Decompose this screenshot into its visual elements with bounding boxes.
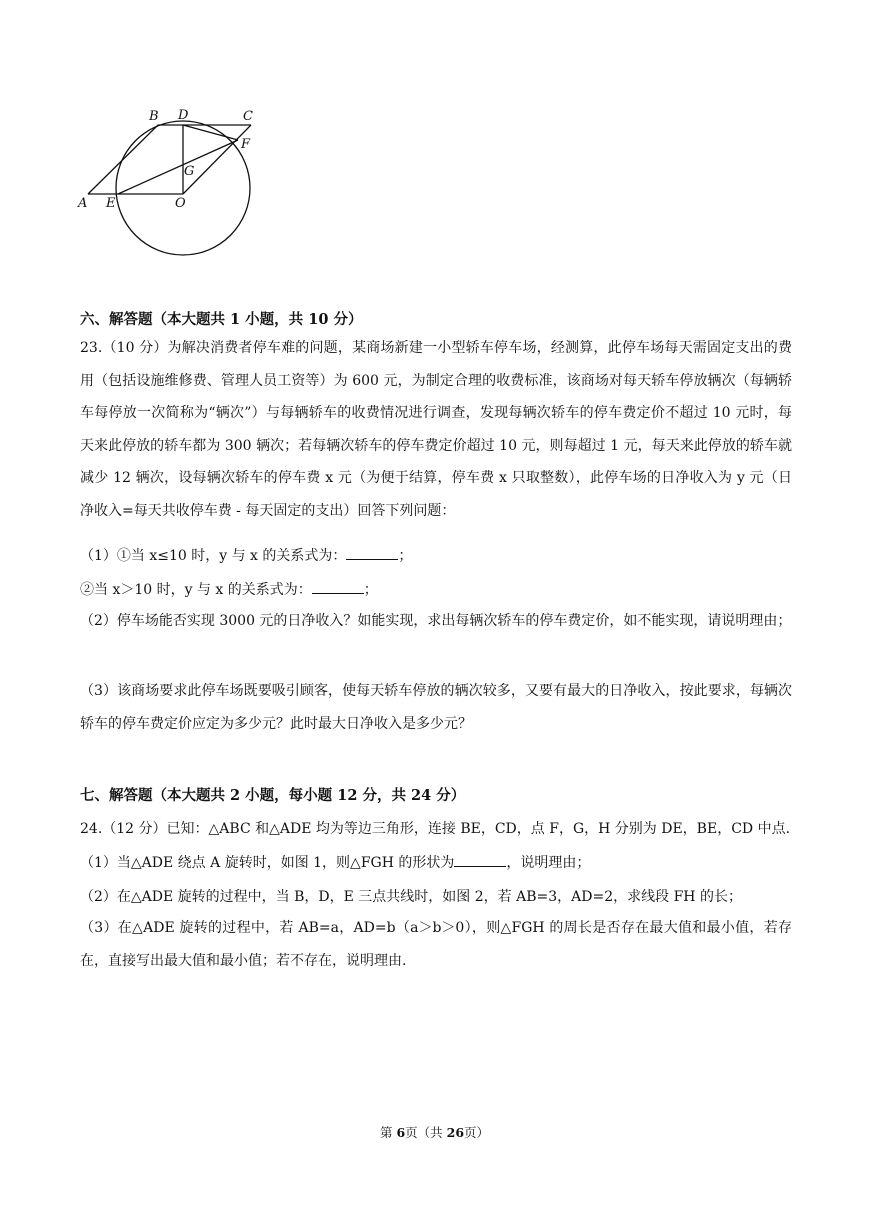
- footer-middle: 页（共: [405, 1125, 447, 1140]
- question-23-part1b: [80, 579, 792, 599]
- answer-blank-23-1a[interactable]: [346, 545, 398, 560]
- label-o: O: [175, 196, 186, 211]
- footer-prefix: 第: [379, 1125, 397, 1140]
- question-24-part1: [80, 852, 792, 872]
- label-a: A: [78, 196, 88, 211]
- answer-blank-24-1[interactable]: [454, 852, 506, 867]
- question-23-part1b-text: ②当 x＞10 时，y 与 x 的关系式为：: [80, 582, 312, 598]
- question-23-part1a-text: （1）①当 x≤10 时，y 与 x 的关系式为：: [80, 548, 347, 564]
- footer-total-pages: 26: [446, 1125, 465, 1140]
- question-23-part2: （2）停车场能否实现 3000 元的日净收入？如能实现，求出每辆次轿车的停车费定价，如不能实现，请说明理由；: [80, 613, 792, 629]
- question-24-part2: （2）在△ADE 旋转的过程中，当 B，D，E 三点共线时，如图 2，若 AB=3，AD=2，求线段 FH 的长；: [80, 889, 742, 905]
- label-f: F: [241, 137, 251, 152]
- segment-ab: [88, 125, 158, 194]
- label-g: G: [184, 164, 195, 179]
- label-e: E: [106, 196, 116, 211]
- section-6-title: 六、解答题（本大题共 1 小题，共 10 分）: [80, 311, 363, 328]
- question-24-part1-text: （1）当△ADE 绕点 A 旋转时，如图 1，则△FGH 的形状为: [80, 855, 455, 871]
- question-23-part1b-end: ；: [363, 582, 378, 598]
- question-24-part1-end: ，说明理由；: [506, 855, 591, 871]
- question-24-text: 24.（12 分）已知：△ABC 和△ADE 均为等边三角形，连接 BE，CD，点 F，G，H 分别为 DE，BE，CD 中点.: [80, 821, 791, 837]
- page-footer: [0, 1123, 869, 1141]
- label-c: C: [243, 109, 253, 124]
- question-23-text: 23.（10 分）为解决消费者停车难的问题，某商场新建一小型轿车停车场，经测算，此停车场每天需固定支出的费用（包括设施维修费、管理人员工资等）为 600 元，为制定合理的收费标准，该商场对每天轿车停放辆次（每辆轿车每停放一次简称为“辆次”）与每辆轿车的收费情况进行调查，发现每辆次轿车的停车费定价不超过 10 元时，每天来此停放的轿车都为 300 辆次；若每辆次轿车的停车费定价超过 10 元，则每超过 1 元，每天来此停放的轿车就减少 12 辆次，设每辆次轿车的停车费 x 元（为便于结算，停车费 x 只取整数），此停车场的日净收入为 y 元（日净收入=每天共收停车费 - 每天固定的支出）回答下列问题：: [80, 340, 792, 519]
- question-23-part3: （3）该商场要求此停车场既要吸引顾客，使每天轿车停放的辆次较多，又要有最大的日净收入，按此要求，每辆次轿车的停车费定价应定为多少元？此时最大日净收入是多少元？: [80, 683, 792, 732]
- label-d: D: [178, 108, 189, 123]
- question-23-part1a: [80, 545, 792, 565]
- label-b: B: [149, 109, 159, 124]
- answer-blank-23-1b[interactable]: [312, 579, 364, 594]
- footer-suffix: 页）: [464, 1125, 490, 1140]
- segment-ef: [118, 140, 238, 194]
- footer-page-number: 6: [396, 1125, 406, 1140]
- question-23-part1a-end: ；: [398, 548, 413, 564]
- question-24-part3: （3）在△ADE 旋转的过程中，若 AB=a，AD=b（a＞b＞0），则△FGH 的周长是否存在最大值和最小值，若存在，直接写出最大值和最小值；若不存在，说明理由.: [80, 920, 792, 969]
- section-7-title: 七、解答题（本大题共 2 小题，每小题 12 分，共 24 分）: [80, 787, 466, 804]
- geometry-figure: [70, 98, 270, 263]
